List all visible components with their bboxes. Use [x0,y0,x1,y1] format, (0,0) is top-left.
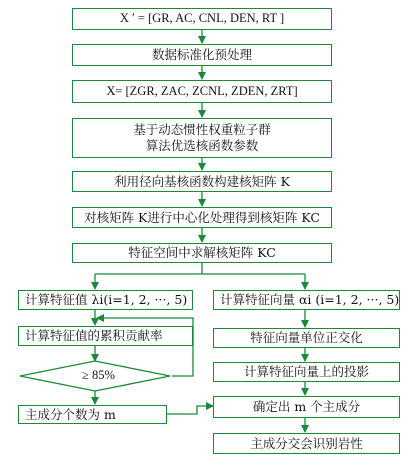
eigenvector-text: 计算特征向量 αi (i=1, 2, ···, 5) [220,292,400,308]
eigenvector-box [213,290,400,310]
orthonormalize-box [213,328,400,348]
solve-kernel-box [72,243,332,263]
center-kernel-box [72,207,332,228]
cumulative-text: 计算特征值的累积贡献率 [25,328,163,344]
determine-components-text: 确定出 m 个主成分 [252,399,361,415]
build-kernel-text: 利用径向基核函数构建核矩阵 K [114,173,290,189]
build-kernel-box [72,171,332,192]
standardize-text: 数据标准化预处理 [151,47,252,63]
projection-box [213,362,400,382]
determine-components-box [213,396,400,418]
components-count-text: 主成分个数为 m [25,406,116,422]
eigenvalue-text: 计算特征值 λi(i=1, 2, ···, 5) [25,292,188,308]
solve-kernel-text: 特征空间中求解核矩阵 KC [128,245,276,261]
pso-text-line1: 基于动态惯性权重粒子群 [133,122,271,138]
projection-text: 计算特征向量上的投影 [243,364,369,380]
lithology-box [213,433,400,454]
orthonormalize-text: 特征向量单位正交化 [250,330,363,346]
cumulative-box [18,326,193,346]
standardize-box [72,44,332,66]
pso-text-line2: 算法优选核函数参数 [145,138,259,153]
center-kernel-text: 对核矩阵 K进行中心化处理得到核矩阵 KC [84,209,320,225]
threshold-text: ≥ 85% [82,368,115,382]
standardized-matrix-text: X= [ZGR, ZAC, ZCNL, ZDEN, ZRT] [106,83,298,98]
components-count-box [18,405,167,424]
lithology-text: 主成分交会识别岩性 [250,435,363,451]
standardized-matrix-box [72,80,332,103]
pso-box [72,118,332,158]
input-variables-text: X ′ = [GR, AC, CNL, DEN, RT ] [119,11,285,26]
arrow-m-to-r4 [167,406,213,414]
input-variables-box [72,8,332,30]
eigenvalue-box [18,290,193,310]
